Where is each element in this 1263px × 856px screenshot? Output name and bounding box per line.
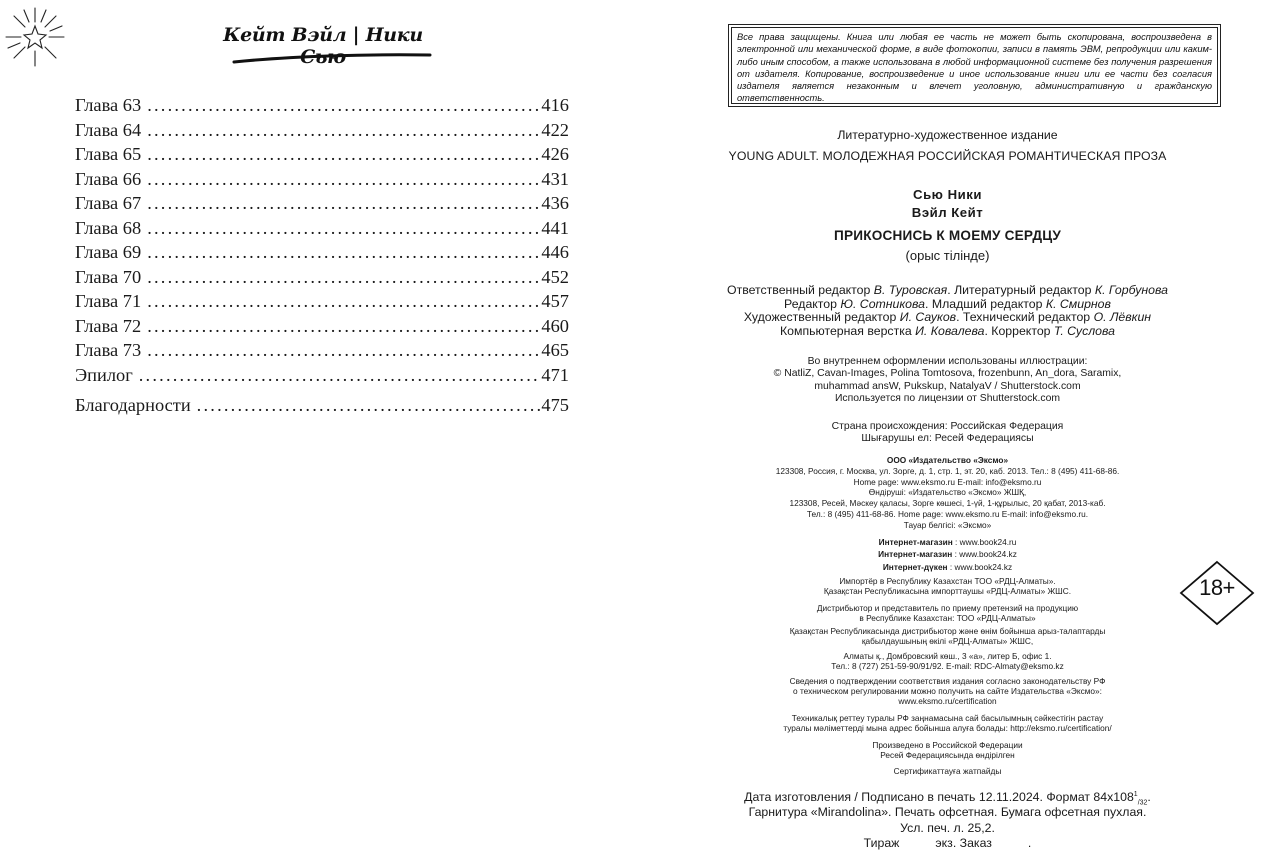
toc-leader-dots [147,314,541,339]
toc-label: Глава 71 [75,291,142,311]
toc-page-number: 436 [541,193,569,213]
distributor-info: Дистрибьютор и представитель по приему претензий на продукцию в Республике Казахстан: ТОО «РДЦ-Алматы» [816,603,1079,624]
toc-leader-dots [147,216,541,241]
distributor-address: Алматы қ., Домбровский көш., 3 «а», литер Б, офис 1. Тел.: 8 (727) 251-59-90/91/92. E-mail: RDC-Almaty@eksmo.kz [831,651,1064,672]
editorial-credits [632,284,1263,338]
toc-label: Глава 67 [75,193,142,213]
credit-line: Компьютерная верстка И. Ковалева. Корректор Т. Суслова [780,323,1115,338]
toc-label: Глава 70 [75,266,142,287]
toc-page-number: 426 [541,144,569,164]
toc-entry[interactable] [75,289,569,314]
print-imprint [632,790,1263,852]
imprint-line: Усл. печ. л. 25,2. [900,820,995,835]
series-name: YOUNG ADULT. МОЛОДЕЖНАЯ РОССИЙСКАЯ РОМАНТИЧЕСКАЯ ПРОЗА [728,149,1167,163]
toc-leader-dots [147,118,541,143]
toc-label: Глава 73 [75,340,142,360]
imprint-line: Дата изготовления / Подписано в печать 12.11.2024. Формат $84х108^1_{/32}$. [744,790,1151,807]
imprint-line: Тираж экз. Заказ . [863,836,1032,851]
sparkle-star-icon [4,6,66,68]
certification-info-kz: Техникалық реттеу туралы РФ заңнамасына сай басылымның сәйкестігін растау туралы мәліметтерді мына адрес бойынша алуға болады: http://eksmo.ru/certification/ [783,713,1112,734]
language-note: (орыс тілінде) [905,248,990,263]
edition-type: Литературно-художественное издание [837,128,1058,142]
toc-leader-dots [147,142,541,167]
toc-page-number: 465 [541,340,569,360]
toc-label: Глава 72 [75,315,142,336]
toc-page-number: 452 [541,266,569,287]
toc-page-number: 446 [541,242,569,262]
toc-entry[interactable] [75,167,569,192]
toc-page-number: 422 [541,119,569,140]
toc-leader-dots [147,289,541,314]
toc-label: Глава 63 [75,95,142,115]
toc-leader-dots [147,167,541,192]
copyright-notice: Все права защищены. Книга или любая ее часть не может быть скопирована, воспроизведена в электронной или механической форме, в виде фотокопии, записи в память ЭВМ, репродукции или каким-либо иным способом, а также использована в любой информационной системе без получения разрешения от издателя. Копирование, воспроизведение и иное использование книги или ее части без согласия издателя является незаконным и влечет уголовную, административную и гражданскую ответственность. [731,27,1218,104]
no-certification-note: Сертификаттауға жатпайды [893,766,1002,776]
toc-label: Глава 68 [75,217,142,238]
credit-line: Редактор Ю. Сотникова. Младший редактор К. Смирнов [784,296,1111,311]
toc-label: Благодарности [75,395,191,415]
toc-entry[interactable] [75,142,569,167]
toc-entry[interactable] [75,240,569,265]
toc-entry[interactable] [75,338,569,363]
toc-entry[interactable] [75,265,569,290]
store-link[interactable]: Интернет-магазин : www.book24.ru [878,537,1017,547]
illustration-credits: Во внутреннем оформлении использованы иллюстрации: © NatliZ, Cavan-Images, Polina Tomtosova, frozenbunn, An_dora, Saramix, muhammad ansW, Pukskup, NatalyaV / Shutterstock.com Используется по лицензии от Shutterstock.com [773,356,1122,404]
toc-page-number: 457 [541,291,569,311]
toc-page-number: 431 [541,168,569,189]
age-rating: 18+ [1199,575,1235,600]
credit-line: Художественный редактор И. Сауков. Технический редактор О. Лёвкин [743,310,1152,325]
toc-leader-dots [147,265,541,290]
toc-entry[interactable] [75,118,569,143]
production-country: Произведено в Российской Федерации Ресей Федерациясында өндірілген [872,740,1023,761]
author-name: Сью Ники [913,187,982,202]
toc-label: Глава 66 [75,168,142,189]
toc-entry[interactable] [75,393,569,418]
toc-label: Глава 69 [75,242,142,262]
toc-entry[interactable] [75,314,569,339]
store-link[interactable]: Интернет-магазин : www.book24.kz [878,549,1017,560]
credit-line: Ответственный редактор В. Туровская. Литературный редактор К. Горбунова [727,283,1168,297]
toc-leader-dots [197,393,542,418]
toc-leader-dots [147,93,541,118]
toc-entry[interactable] [75,363,569,388]
toc-page-number: 471 [541,364,569,385]
toc-label: Эпилог [75,364,133,385]
author-name: Вэйл Кейт [911,205,984,220]
country-of-origin: Страна происхождения: Российская Федерация Шығарушы ел: Ресей Федерациясы [831,421,1064,445]
right-page [632,0,1263,856]
toc-leader-dots [147,191,541,216]
toc-label: Глава 65 [75,144,142,164]
toc-entry[interactable] [75,93,569,118]
toc-label: Глава 64 [75,119,142,140]
toc-page-number: 475 [541,395,569,415]
toc-leader-dots [139,363,542,388]
store-link[interactable]: Интернет-дүкен : www.book24.kz [882,561,1013,572]
toc-page-number: 416 [541,95,569,115]
table-of-contents [75,93,569,418]
header-swash-decoration [232,52,432,66]
author-header: Кейт Вэйл | Ники Сью [223,24,423,68]
toc-page-number: 460 [541,315,569,336]
toc-entry[interactable] [75,191,569,216]
toc-leader-dots [147,240,541,265]
distributor-info-kz: Қазақстан Республикасында дистрибьютор және өнім бойынша арыз-талаптарды қабылдаушының өкілі «РДЦ-Алматы» ЖШС, [789,626,1106,647]
online-stores [632,536,1263,573]
certification-info: Сведения о подтверждении соответствия издания согласно законодательству РФ о техническом регулировании можно получить на сайте Издательства «Эксмо»: www.eksmo.ru/certification [789,676,1106,707]
toc-leader-dots [147,338,541,363]
publisher-info: ООО «Издательство «Эксмо» 123308, Россия, г. Москва, ул. Зорге, д. 1, стр. 1, эт. 20, каб. 2013. Тел.: 8 (495) 411-68-86. Home page: www.eksmo.ru E-mail: info@eksmo.ru Өндіруші: «Издательство «Эксмо» ЖШҚ, 123308, Ресей, Мәскеу қаласы, Зорге көшесі, 1-үй, 1-құрылыс, 20 қабат, 2013-каб. Тел.: 8 (495) 411-68-86. Home page: www.eksmo.ru E-mail: info@eksmo.ru. Тауар белгісі: «Эксмо» [775,455,1120,530]
imprint-line: Гарнитура «Mirandolina». Печать офсетная. Бумага офсетная пухлая. [748,805,1147,820]
book-title: ПРИКОСНИСЬ К МОЕМУ СЕРДЦУ [833,228,1061,243]
importer-info: Импортёр в Республику Казахстан ТОО «РДЦ-Алматы». Қазақстан Республикасына импорттаушы «РДЦ-Алматы» ЖШС. [823,576,1072,597]
toc-page-number: 441 [541,217,569,238]
toc-entry[interactable] [75,216,569,241]
